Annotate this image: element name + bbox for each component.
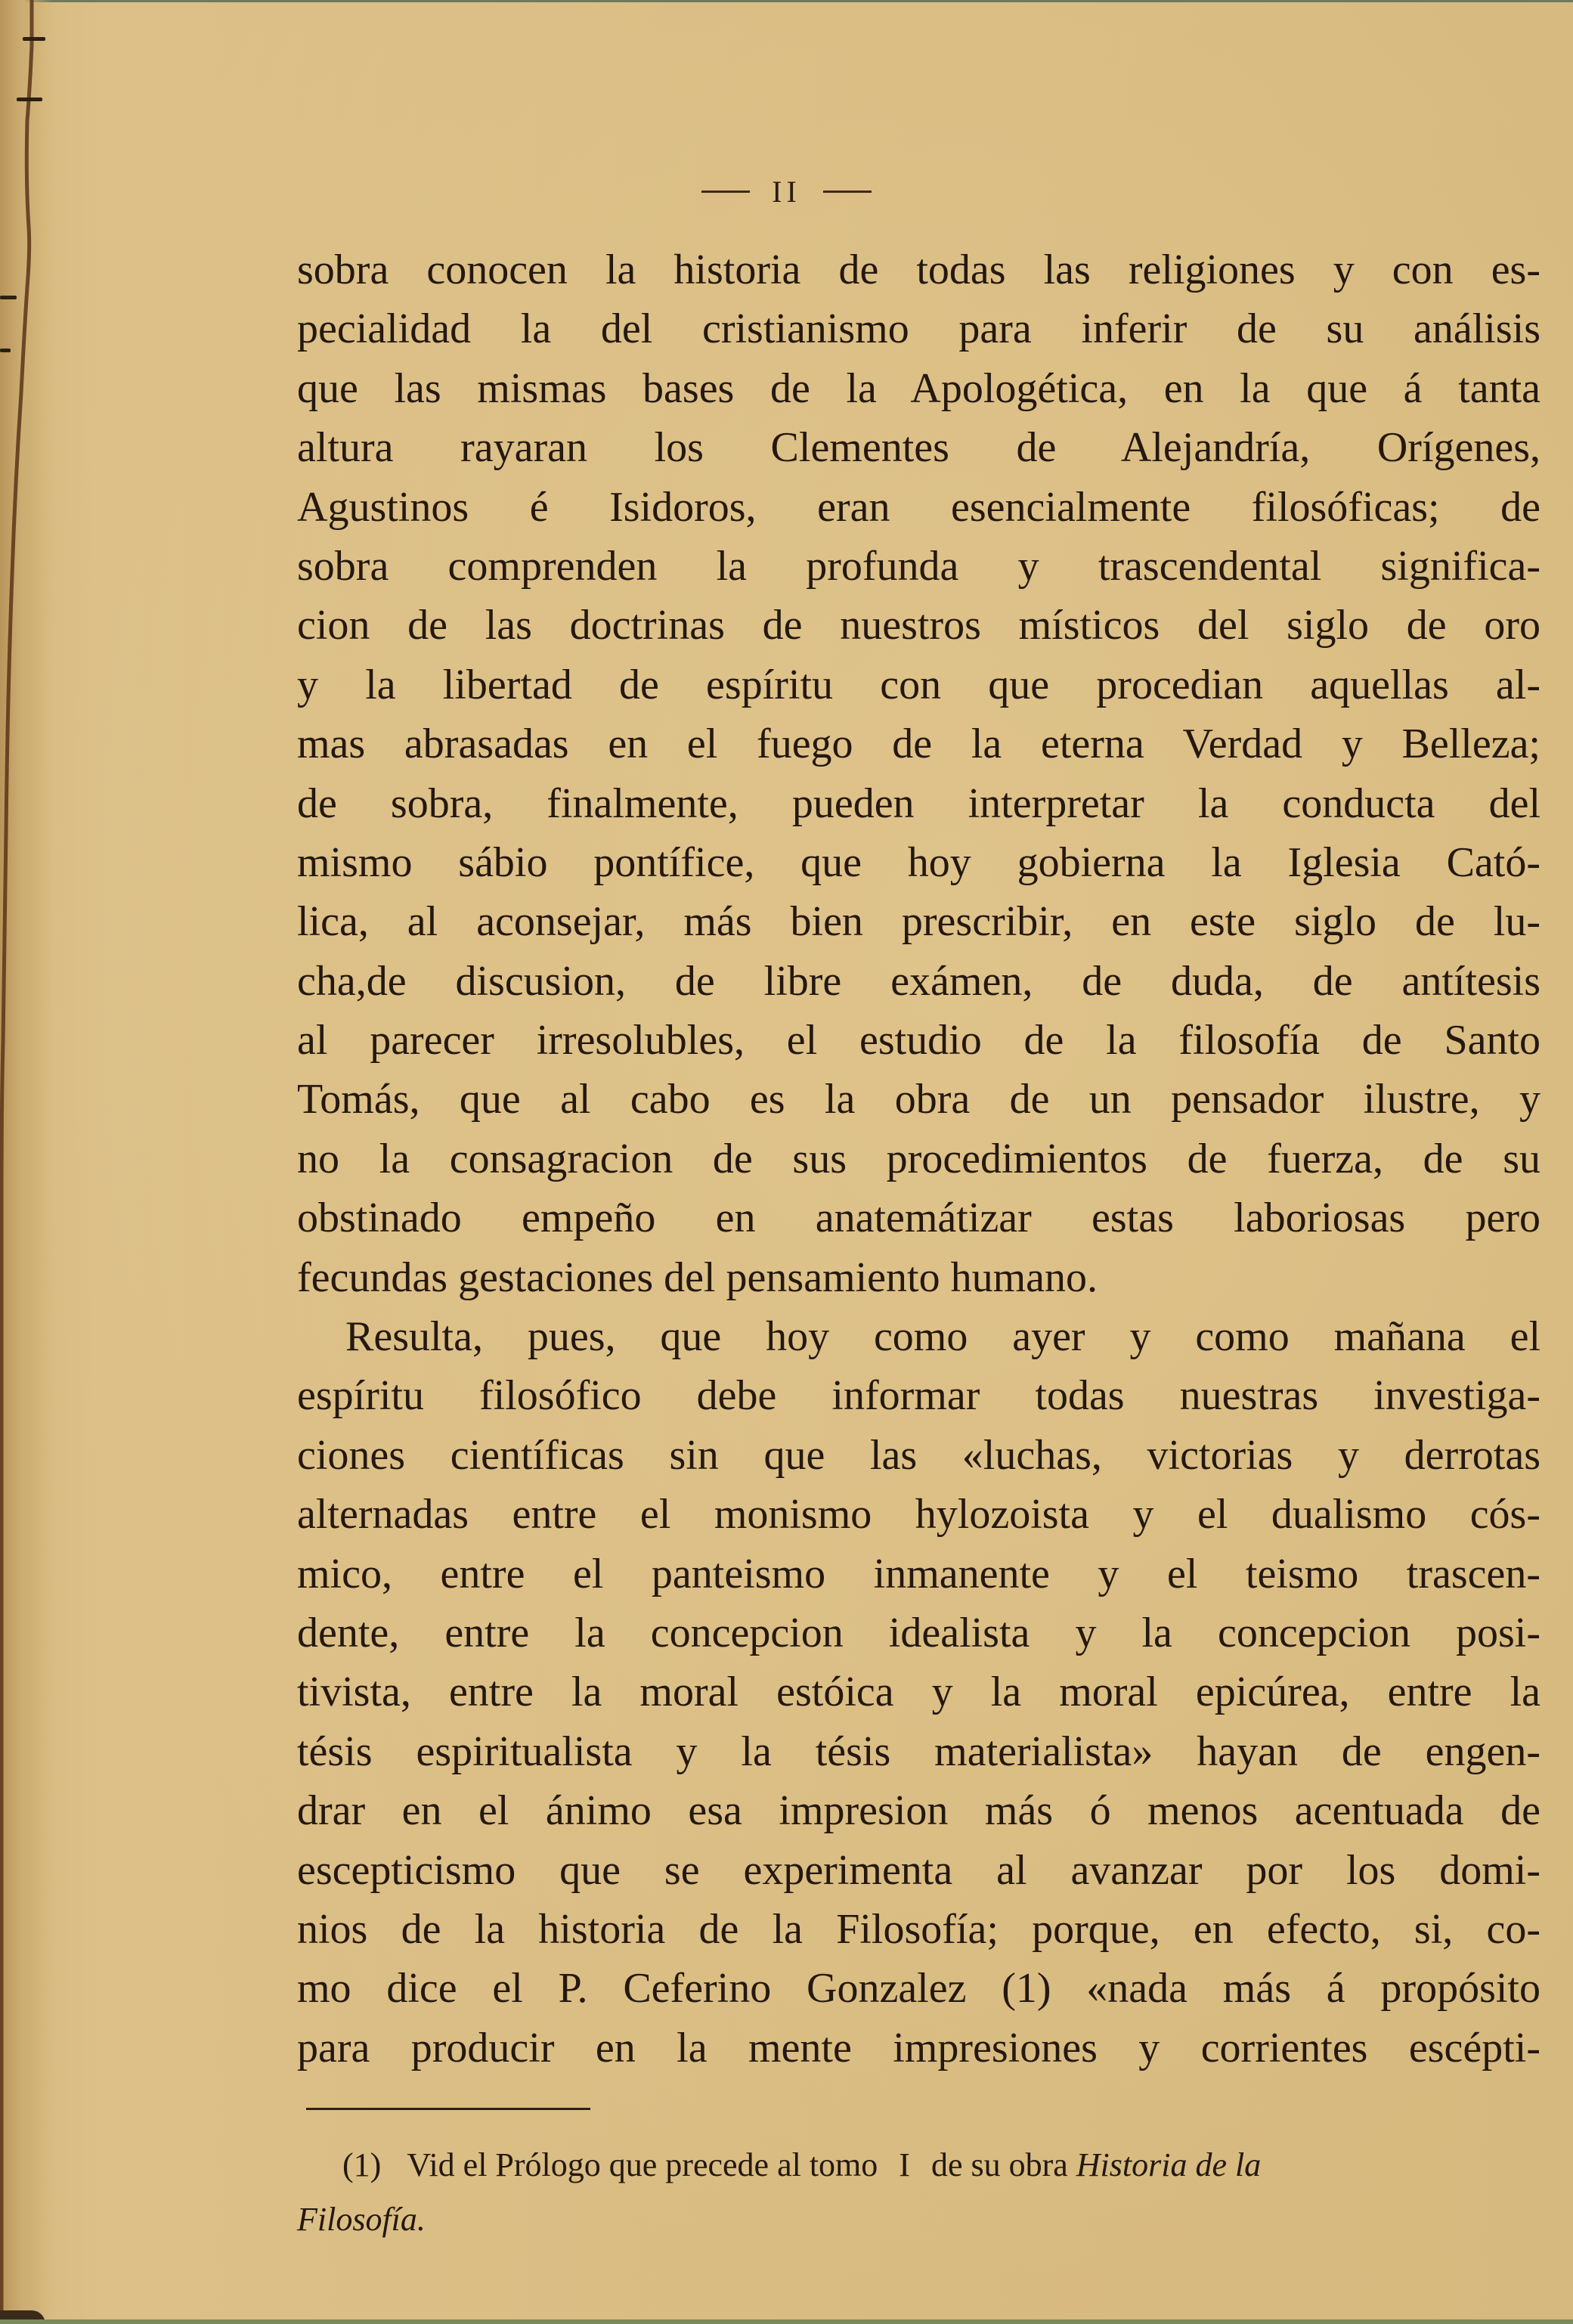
footnote-text-before: Vid el Prólogo que precede al tomo: [407, 2146, 878, 2183]
text-line: cha,de discusion, de libre exámen, de duda, de antítesis: [297, 957, 1540, 1005]
text-line: Agustinos é Isidoros, eran esencialmente filosóficas; de: [297, 483, 1540, 531]
footnote-line-2: Filosofía.: [297, 2201, 426, 2238]
text-line: mico, entre el panteismo inmanente y el teismo trascen-: [297, 1550, 1540, 1597]
footnote-volume: I: [899, 2146, 910, 2183]
footnote-separator: [306, 2108, 590, 2110]
footnote-line-1: [297, 2138, 1567, 2192]
text-line: sobra comprenden la profunda y trascendental significa-: [297, 542, 1540, 590]
text-line: no la consagracion de sus procedimientos de fuerza, de su: [297, 1135, 1540, 1182]
text-line: al parecer irresolubles, el estudio de la filosofía de Santo: [297, 1017, 1540, 1064]
text-line: ciones científicas sin que las «luchas, victorias y derrotas: [297, 1431, 1540, 1479]
text-line: mo dice el P. Ceferino Gonzalez (1) «nada más á propósito: [297, 1965, 1540, 2013]
text-line: lica, al aconsejar, más bien prescribir, en este siglo de lu-: [297, 898, 1540, 946]
text-line: nios de la historia de la Filosofía; porque, en efecto, si, co-: [297, 1905, 1540, 1953]
footnote-book-title: Historia de la: [1076, 2146, 1262, 2183]
footnote-marker: (1): [342, 2146, 382, 2183]
text-line: para producir en la mente impresiones y corrientes escépti-: [297, 2024, 1540, 2071]
paragraph: [297, 1307, 1540, 2078]
header-left-ornament: [701, 191, 750, 193]
text-line: que las mismas bases de la Apologética, en la que á tanta: [297, 364, 1540, 412]
text-line: mas abrasadas en el fuego de la eterna Verdad y Belleza;: [297, 720, 1540, 768]
header-right-ornament: [823, 191, 872, 193]
stitch-mark: [23, 37, 45, 41]
footnote: [297, 2138, 1567, 2247]
text-line: espíritu filosófico debe informar todas nuestras investiga-: [297, 1372, 1540, 1420]
footnote-text-after: de su obra: [930, 2146, 1068, 2183]
page-bottom-edge: [0, 2319, 1573, 2324]
text-line: Resulta, pues, que hoy como ayer y como mañana el: [345, 1313, 1540, 1361]
binding-thread: [0, 0, 45, 2324]
text-line: escepticismo que se experimenta al avanzar por los domi-: [297, 1846, 1540, 1894]
text-line: y la libertad de espíritu con que procedian aquellas al-: [297, 661, 1540, 708]
text-line: Tomás, que al cabo es la obra de un pensador ilustre, y: [297, 1076, 1540, 1123]
text-line: alternadas entre el monismo hylozoista y el dualismo cós-: [297, 1491, 1540, 1538]
text-line: cion de las doctrinas de nuestros místicos del siglo de oro: [297, 602, 1540, 649]
text-line: drar en el ánimo esa impresion más ó menos acentuada de: [297, 1787, 1540, 1835]
text-line: pecialidad la del cristianismo para inferir de su análisis: [297, 305, 1540, 353]
text-line: tivista, entre la moral estóica y la moral epicúrea, entre la: [297, 1669, 1540, 1716]
text-line: altura rayaran los Clementes de Alejandría, Orígenes,: [297, 424, 1540, 472]
stitch-mark: [0, 296, 17, 299]
body-text: [297, 240, 1540, 2078]
text-line: sobra conocen la historia de todas las religiones y con es-: [297, 246, 1540, 293]
text-line: tésis espiritualista y la tésis materialista» hayan de engen-: [297, 1728, 1540, 1775]
stitch-mark: [17, 98, 42, 101]
text-line: fecundas gestaciones del pensamiento humano.: [297, 1253, 1098, 1301]
paragraph: [297, 240, 1540, 1307]
page-top-edge: [0, 0, 1573, 2]
text-line: dente, entre la concepcion idealista y la concepcion posi-: [297, 1609, 1540, 1656]
stitch-mark: [0, 349, 11, 352]
page-number: II: [772, 174, 801, 209]
running-header: [0, 172, 1573, 209]
text-line: de sobra, finalmente, pueden interpretar la conducta del: [297, 779, 1540, 827]
text-line: obstinado empeño en anatemátizar estas laboriosas pero: [297, 1195, 1540, 1242]
text-line: mismo sábio pontífice, que hoy gobierna la Iglesia Cató-: [297, 838, 1540, 886]
